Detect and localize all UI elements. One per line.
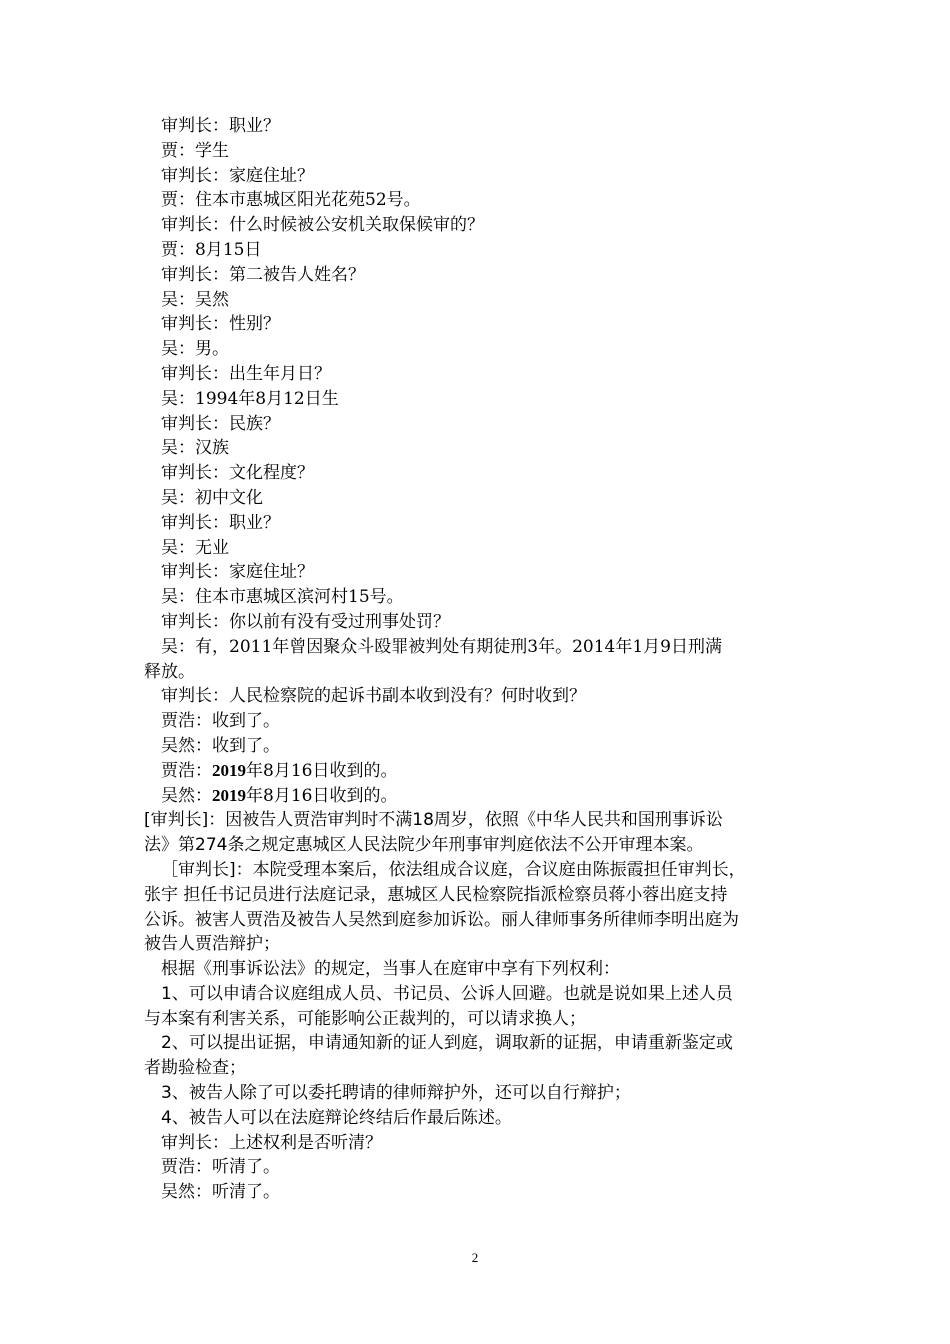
dialogue-line: 审判长：第二被告人姓名？: [161, 264, 365, 285]
dialogue-line: 审判长：职业？: [161, 116, 280, 136]
paragraph-line: 根据《刑事诉讼法》的规定，当事人在庭审中享有下列权利：: [161, 959, 620, 980]
paragraph-line: 公诉。被害人贾浩及被告人吴然到庭参加诉讼。丽人律师事务所律师李明出庭为: [144, 909, 739, 930]
speaker-name: 吴然：: [161, 785, 212, 806]
dialogue-line: [144, 759, 808, 784]
received-date: 年8月16日收到的。: [246, 760, 398, 781]
paragraph-line: ［审判长]：本院受理本案后，依法组成合议庭，合议庭由陈振霞担任审判长，: [161, 859, 746, 880]
dialogue-line: 吴：吴然: [161, 289, 229, 310]
dialogue-line: 审判长：家庭住址？: [161, 165, 314, 186]
dialogue-line: 释放。: [144, 661, 195, 682]
dialogue-line: 审判长：职业？: [161, 512, 280, 533]
dialogue-line: 吴：汉族: [161, 438, 229, 459]
dialogue-line: 审判长：家庭住址？: [161, 562, 314, 583]
dialogue-line: 吴：住本市惠城区滨河村15号。: [161, 587, 404, 608]
dialogue-line: 吴：1994年8月12日生: [161, 388, 339, 409]
paragraph-line: 被告人贾浩辩护；: [144, 934, 280, 955]
received-date: 年8月16日收到的。: [246, 785, 398, 806]
dialogue-line: [144, 784, 808, 809]
dialogue-line: 吴：初中文化: [161, 487, 263, 508]
dialogue-line: 贾浩：收到了。: [161, 711, 280, 732]
paragraph-line: 2、可以提出证据，申请通知新的证人到庭，调取新的证据，申请重新鉴定或: [161, 1033, 733, 1054]
paragraph-line: 1、可以申请合议庭组成人员、书记员、公诉人回避。也就是说如果上述人员: [161, 983, 733, 1004]
dialogue-line: 审判长：民族？: [161, 413, 280, 434]
speaker-name: 贾浩：: [161, 760, 212, 781]
page-number: 2: [471, 1250, 479, 1265]
paragraph-line: 与本案有利害关系，可能影响公正裁判的，可以请求换人；: [144, 1008, 586, 1029]
dialogue-line: 审判长：性别？: [161, 314, 280, 335]
paragraph-line: 法》第274条之规定惠城区人民法院少年刑事审判庭依法不公开审理本案。: [144, 835, 704, 856]
dialogue-line: 吴：无业: [161, 537, 229, 558]
dialogue-line: 审判长：你以前有没有受过刑事处罚？: [161, 611, 450, 632]
dialogue-line: 审判长：出生年月日？: [161, 363, 331, 384]
document-body: [144, 114, 808, 1205]
dialogue-line: 吴：有，2011年曾因聚众斗殴罪被判处有期徒刑3年。2014年1月9日刑满: [161, 636, 722, 657]
dialogue-line: 审判长：什么时候被公安机关取保候审的？: [161, 215, 484, 236]
paragraph-line: 张宇 担任书记员进行法庭记录，惠城区人民检察院指派检察员蒋小蓉出庭支持: [144, 884, 728, 905]
received-year: 2019: [212, 760, 246, 780]
paragraph-line: 3、被告人除了可以委托聘请的律师辩护外，还可以自行辩护；: [161, 1083, 631, 1104]
paragraph-line: 贾浩：听清了。: [161, 1157, 280, 1178]
paragraph-line: 吴然：听清了。: [161, 1182, 280, 1203]
dialogue-line: 吴：男。: [161, 339, 229, 360]
received-year: 2019: [212, 785, 246, 805]
dialogue-line: 贾：学生: [161, 140, 229, 161]
dialogue-line: 审判长：文化程度？: [161, 463, 314, 484]
dialogue-line: 贾：住本市惠城区阳光花苑52号。: [161, 190, 421, 211]
paragraph-line: 者勘验检查；: [144, 1058, 246, 1079]
dialogue-line: 审判长：人民检察院的起诉书副本收到没有？何时收到？: [161, 686, 586, 707]
paragraph-line: 审判长：上述权利是否听清？: [161, 1132, 382, 1153]
dialogue-line: 吴然：收到了。: [161, 735, 280, 756]
paragraph-line: [审判长]：因被告人贾浩审判时不满18周岁，依照《中华人民共和国刑事诉讼: [144, 810, 723, 831]
paragraph-line: 4、被告人可以在法庭辩论终结后作最后陈述。: [161, 1107, 512, 1128]
dialogue-line: 贾：8月15日: [161, 239, 262, 260]
